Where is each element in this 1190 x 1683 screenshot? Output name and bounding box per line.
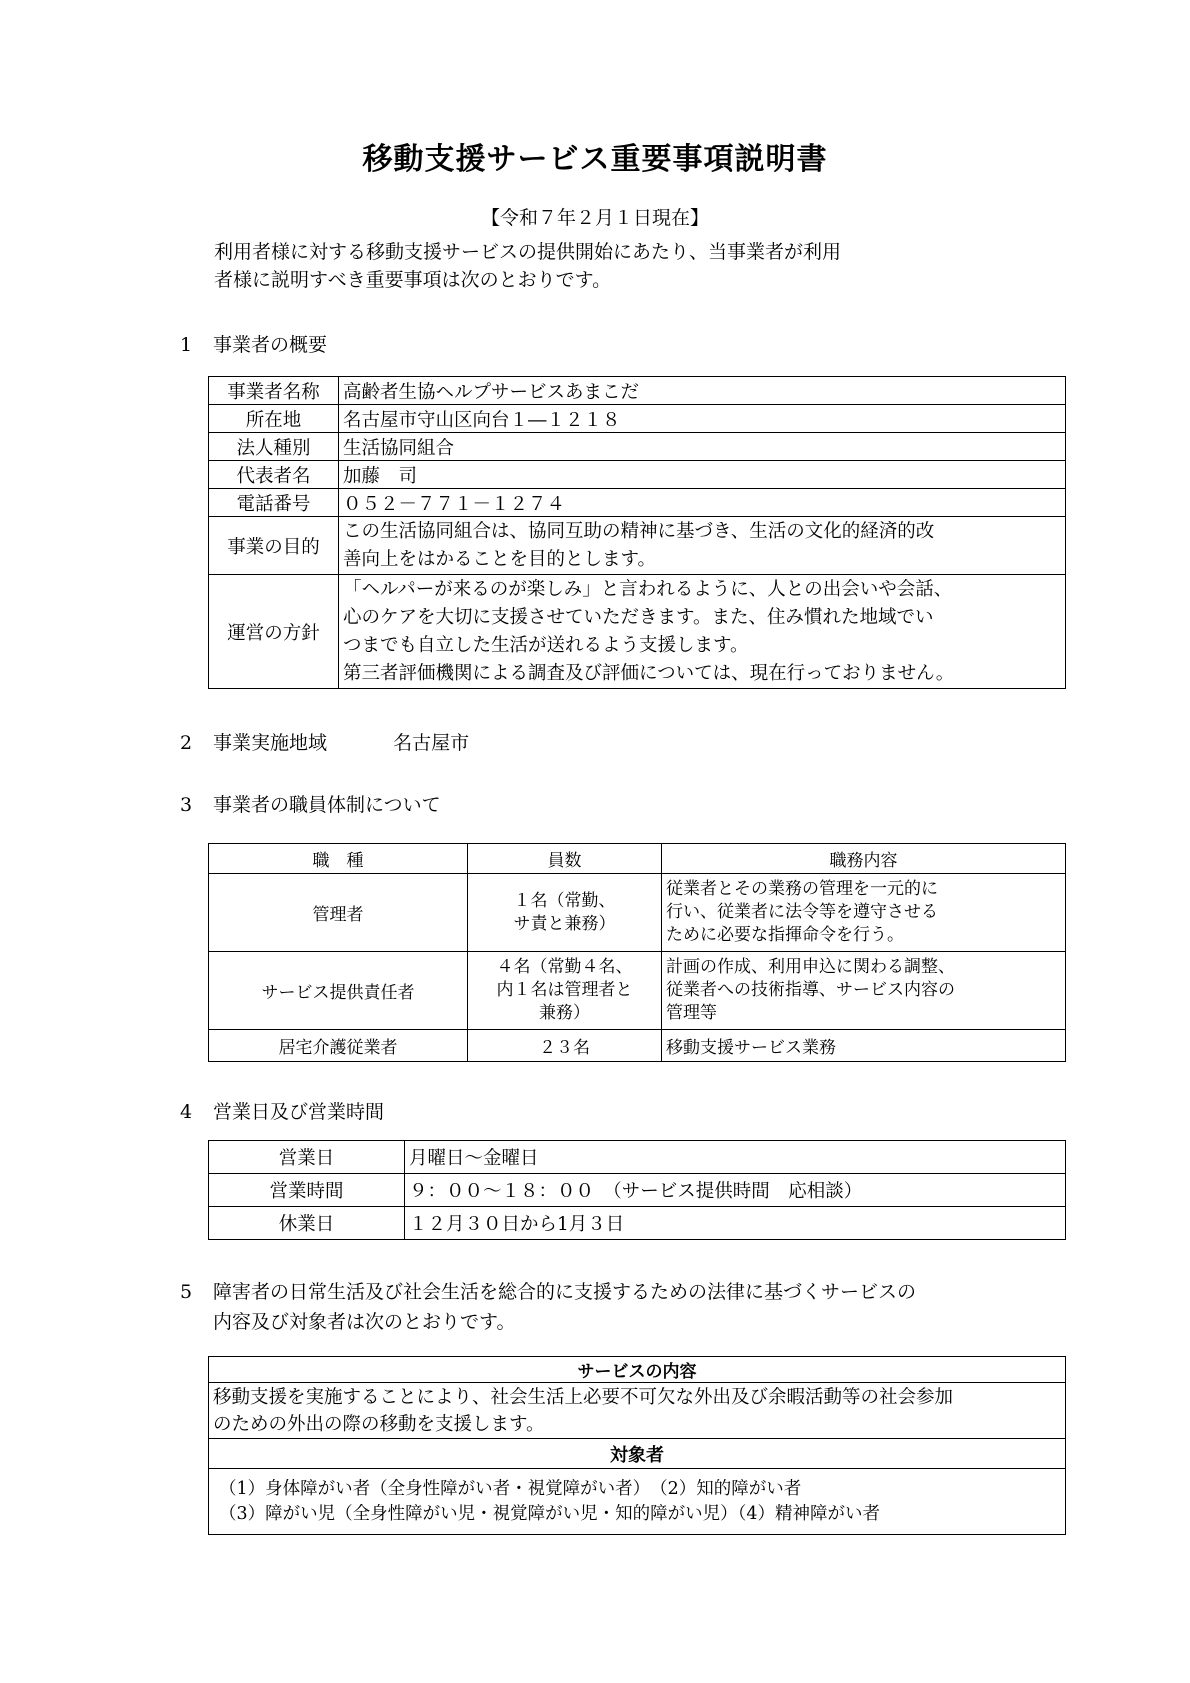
text-line: 善向上をはかることを目的とします。 bbox=[343, 548, 657, 570]
row-label: 所在地 bbox=[209, 405, 339, 433]
text-line: のための外出の際の移動を支援します。 bbox=[213, 1413, 545, 1435]
table-row bbox=[209, 461, 1066, 489]
section-number: 4 bbox=[180, 1101, 193, 1123]
staff-count bbox=[468, 952, 662, 1030]
table-row bbox=[209, 517, 1066, 575]
table-row bbox=[209, 1174, 1066, 1207]
row-value: 月曜日～金曜日 bbox=[405, 1141, 1066, 1174]
table-row bbox=[209, 1030, 1066, 1062]
row-value: 加藤 司 bbox=[339, 461, 1066, 489]
row-label: 事業の目的 bbox=[209, 517, 339, 575]
table-row bbox=[209, 1383, 1066, 1439]
table-row bbox=[209, 575, 1066, 689]
column-header: 職 種 bbox=[209, 844, 468, 874]
table-row bbox=[209, 1207, 1066, 1240]
table-header-row bbox=[209, 844, 1066, 874]
row-label: 営業時間 bbox=[209, 1174, 405, 1207]
row-value bbox=[339, 517, 1066, 575]
row-label: 電話番号 bbox=[209, 489, 339, 517]
section-number: 5 bbox=[180, 1281, 193, 1303]
text-line: 内１名は管理者と bbox=[496, 980, 633, 1000]
section-title-line: 障害者の日常生活及び社会生活を総合的に支援するための法律に基づくサービスの bbox=[213, 1281, 917, 1303]
text-line: ４名（常勤４名、 bbox=[496, 957, 633, 977]
text-line: 移動支援を実施することにより、社会生活上必要不可欠な外出及び余暇活動等の社会参加 bbox=[213, 1386, 954, 1408]
text-line: 従業者への技術指導、サービス内容の bbox=[666, 980, 955, 1000]
text-line: （3）障がい児（全身性障がい児・視覚障がい児・知的障がい児）（4）精神障がい者 bbox=[219, 1503, 881, 1524]
service-content-header: サービスの内容 bbox=[209, 1357, 1066, 1383]
job-type: 管理者 bbox=[209, 874, 468, 952]
row-label: 法人種別 bbox=[209, 433, 339, 461]
business-overview-table bbox=[208, 376, 1066, 689]
job-type: サービス提供責任者 bbox=[209, 952, 468, 1030]
table-row bbox=[209, 489, 1066, 517]
table-row bbox=[209, 1141, 1066, 1174]
business-hours-table bbox=[208, 1140, 1066, 1240]
job-type: 居宅介護従業者 bbox=[209, 1030, 468, 1062]
section-number: 2 bbox=[180, 732, 193, 754]
text-line: 行い、従業者に法令等を遵守させる bbox=[666, 902, 938, 922]
row-value: ０５２－７７１－１２７４ bbox=[339, 489, 1066, 517]
section-4-heading bbox=[180, 1097, 384, 1124]
row-value: １２月３０日から1月３日 bbox=[405, 1207, 1066, 1240]
service-content-text bbox=[209, 1383, 1066, 1439]
section-1-heading bbox=[180, 330, 327, 357]
table-row bbox=[209, 377, 1066, 405]
row-label: 代表者名 bbox=[209, 461, 339, 489]
text-line: 「ヘルパーが来るのが楽しみ」と言われるように、人との出会いや会話、 bbox=[343, 578, 953, 600]
document-date: 【令和７年２月１日現在】 bbox=[480, 207, 709, 229]
row-value: ９：００～１８：００ （サービス提供時間 応相談） bbox=[405, 1174, 1066, 1207]
row-label: 休業日 bbox=[209, 1207, 405, 1240]
section-number: 3 bbox=[180, 794, 193, 816]
table-header-row bbox=[209, 1439, 1066, 1469]
row-value bbox=[339, 575, 1066, 689]
section-title: 営業日及び営業時間 bbox=[213, 1101, 385, 1123]
section-title: 事業者の職員体制について bbox=[213, 794, 441, 816]
text-line: ために必要な指揮命令を行う。 bbox=[666, 925, 904, 945]
column-header: 職務内容 bbox=[662, 844, 1066, 874]
table-header-row bbox=[209, 1357, 1066, 1383]
text-line: つまでも自立した生活が送れるよう支援します。 bbox=[343, 634, 749, 656]
row-label: 営業日 bbox=[209, 1141, 405, 1174]
text-line: （1）身体障がい者（全身性障がい者・視覚障がい者） （2）知的障がい者 bbox=[219, 1478, 802, 1499]
text-line: この生活協同組合は、協同互助の精神に基づき、生活の文化的経済的改 bbox=[343, 520, 935, 542]
intro-line: 者様に説明すべき重要事項は次のとおりです。 bbox=[214, 269, 612, 291]
section-3-heading bbox=[180, 790, 441, 817]
section-title-line: 内容及び対象者は次のとおりです。 bbox=[213, 1311, 516, 1333]
text-line: １名（常勤、 bbox=[513, 890, 616, 911]
job-duties bbox=[662, 874, 1066, 952]
row-value: 高齢者生協ヘルプサービスあまこだ bbox=[339, 377, 1066, 405]
text-line: 兼務） bbox=[539, 1003, 590, 1023]
staff-count: ２３名 bbox=[468, 1030, 662, 1062]
target-text bbox=[209, 1469, 1066, 1535]
section-title: 事業実施地域 bbox=[213, 732, 328, 754]
text-line: 管理等 bbox=[666, 1003, 717, 1023]
service-area-value: 名古屋市 bbox=[393, 732, 470, 754]
target-header: 対象者 bbox=[209, 1439, 1066, 1469]
row-value: 生活協同組合 bbox=[339, 433, 1066, 461]
table-row bbox=[209, 1469, 1066, 1535]
job-duties bbox=[662, 952, 1066, 1030]
section-2-heading bbox=[180, 728, 469, 755]
column-header: 員数 bbox=[468, 844, 662, 874]
table-row bbox=[209, 433, 1066, 461]
staff-table bbox=[208, 843, 1066, 1062]
job-duties: 移動支援サービス業務 bbox=[662, 1030, 1066, 1062]
intro-line: 利用者様に対する移動支援サービスの提供開始にあたり、当事業者が利用 bbox=[214, 241, 842, 263]
table-row bbox=[209, 405, 1066, 433]
section-number: 1 bbox=[180, 334, 193, 356]
section-title: 事業者の概要 bbox=[213, 334, 328, 356]
row-label: 事業者名称 bbox=[209, 377, 339, 405]
row-label: 運営の方針 bbox=[209, 575, 339, 689]
text-line: 計画の作成、利用申込に関わる調整、 bbox=[666, 957, 955, 977]
document-title: 移動支援サービス重要事項説明書 bbox=[362, 142, 828, 177]
row-value: 名古屋市守山区向台１―１２１８ bbox=[339, 405, 1066, 433]
text-line: サ責と兼務） bbox=[513, 913, 616, 934]
section-5-heading bbox=[180, 1277, 916, 1337]
text-line: 第三者評価機関による調査及び評価については、現在行っておりません。 bbox=[343, 662, 955, 684]
table-row bbox=[209, 952, 1066, 1030]
table-row bbox=[209, 874, 1066, 952]
text-line: 心のケアを大切に支援させていただきます。また、住み慣れた地域でい bbox=[343, 606, 934, 628]
staff-count bbox=[468, 874, 662, 952]
intro-paragraph bbox=[214, 238, 974, 294]
service-content-table bbox=[208, 1356, 1066, 1535]
text-line: 従業者とその業務の管理を一元的に bbox=[666, 879, 938, 899]
